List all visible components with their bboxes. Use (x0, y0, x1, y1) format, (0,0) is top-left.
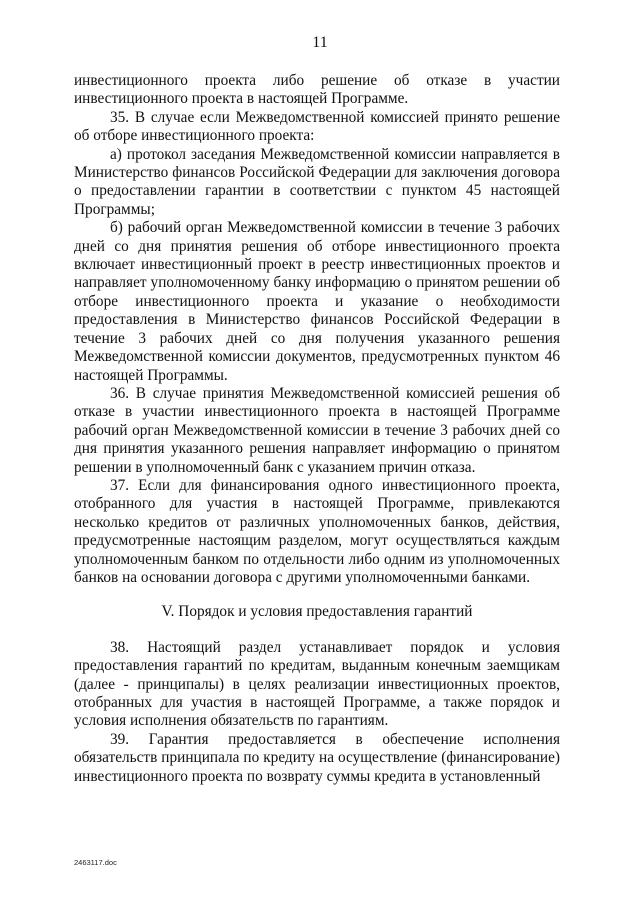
document-body (74, 72, 560, 786)
paragraph-continuation: инвестиционного проекта либо решение об отказе в участии инвестиционного проекта в настоящей Программе. (74, 72, 560, 108)
footer-document-code: 2463117.doc (74, 858, 117, 867)
paragraph-37: 37. Если для финансирования одного инвестиционного проекта, отобранного для участия в настоящей Программе, привлекаются несколько кредитов от различных уполномоченных банков, действия, предусмотренные настоящим разделом, могут осуществляться каждым уполномоченным банком по отдельности либо одним из уполномоченных банков на основании договора с другими уполномоченными банками. (74, 476, 560, 586)
paragraph-35a: а) протокол заседания Межведомственной комиссии направляется в Министерство финансов Российской Федерации для заключения договора о предоставлении гарантии в соответствии с пунктом 45 настоящей Программы; (74, 145, 560, 218)
paragraph-38: 38. Настоящий раздел устанавливает порядок и условия предоставления гарантий по кредитам, выданным конечным заемщикам (далее - принципалы) в целях реализации инвестиционных проектов, отобранных для участия в настоящей Программе, а также порядок и условия исполнения обязательств по гарантиям. (74, 638, 560, 730)
paragraph-35b: б) рабочий орган Межведомственной комиссии в течение 3 рабочих дней со дня принятия решения об отборе инвестиционного проекта включает инвестиционный проект в реестр инвестиционных проектов и направляет уполномоченному банку информацию о принятом решении об отборе инвестиционного проекта и указание о необходимости предоставления в Министерство финансов Российской Федерации в течение 3 рабочих дней со дня получения указанного решения Межведомственной комиссии документов, предусмотренных пунктом 46 настоящей Программы. (74, 219, 560, 384)
page-number: 11 (312, 34, 328, 51)
paragraph-39: 39. Гарантия предоставляется в обеспечение исполнения обязательств принципала по кредиту на осуществление (финансирование) инвестиционного проекта по возврату суммы кредита в установленный (74, 730, 560, 785)
paragraph-35: 35. В случае если Межведомственной комиссией принято решение об отборе инвестиционного проекта: (74, 108, 560, 145)
section-heading: V. Порядок и условия предоставления гарантий (161, 603, 473, 621)
paragraph-36: 36. В случае принятия Межведомственной комиссией решения об отказе в участии инвестиционного проекта в настоящей Программе рабочий орган Межведомственной комиссии в течение 3 рабочих дней со дня принятия указанного решения направляет информацию о принятом решении в уполномоченный банк с указанием причин отказа. (74, 384, 560, 476)
